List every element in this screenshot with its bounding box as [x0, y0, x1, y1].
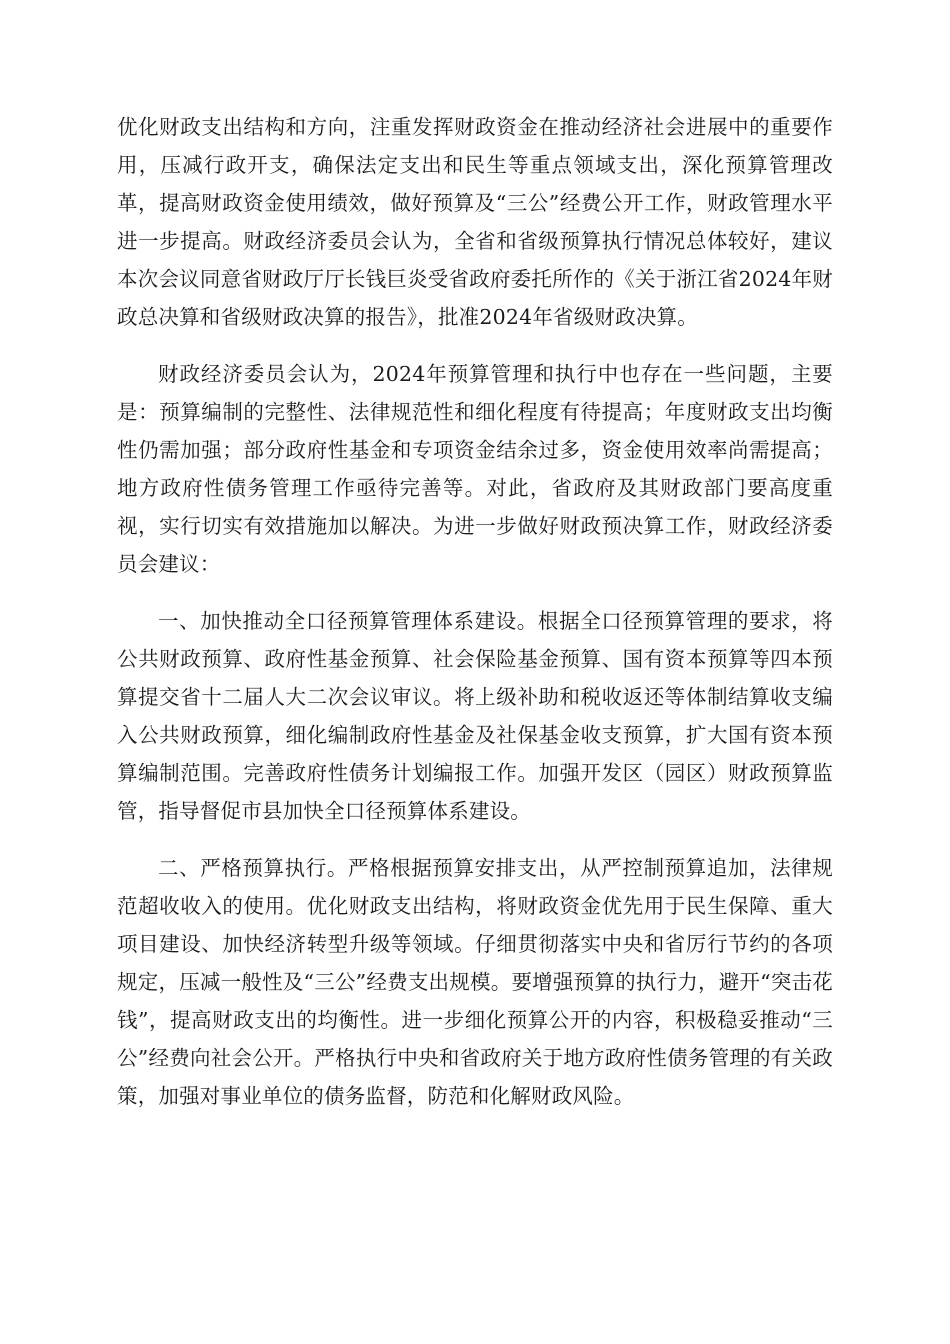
paragraph-recommendation-2: 二、严格预算执行。严格根据预算安排支出，从严控制预算追加，法律规范超收收入的使用。优化财政支出结构，将财政资金优先用于民生保障、重大项目建设、加快经济转型升级等领域。仔细贯彻落实中央和省厉行节约的各项规定，压减一般性及“三公”经费支出规模。要增强预算的执行力，避开“突击花钱”，提高财政支出的均衡性。进一步细化预算公开的内容，积极稳妥推动“三公”经费向社会公开。严格执行中央和省政府关于地方政府性债务管理的有关政策，加强对事业单位的债务监督，防范和化解财政风险。	[117, 856, 833, 1108]
paragraph-problems: 财政经济委员会认为，2024年预算管理和执行中也存在一些问题，主要是：预算编制的完整性、法律规范性和细化程度有待提高；年度财政支出均衡性仍需加强；部分政府性基金和专项资金结余过多，资金使用效率尚需提高；地方政府性债务管理工作亟待完善等。对此，省政府及其财政部门要高度重视，实行切实有效措施加以解决。为进一步做好财政预决算工作，财政经济委员会建议：	[117, 362, 833, 576]
document-body	[117, 108, 833, 1134]
paragraph-continuation: 优化财政支出结构和方向，注重发挥财政资金在推动经济社会进展中的重要作用，压减行政开支，确保法定支出和民生等重点领域支出，深化预算管理改革，提高财政资金使用绩效，做好预算及“三公”经费公开工作，财政管理水平进一步提高。财政经济委员会认为，全省和省级预算执行情况总体较好，建议本次会议同意省财政厅厅长钱巨炎受省政府委托所作的《关于浙江省2024年财政总决算和省级财政决算的报告》，批准2024年省级财政决算。	[117, 115, 833, 329]
paragraph-recommendation-1: 一、加快推动全口径预算管理体系建设。根据全口径预算管理的要求，将公共财政预算、政府性基金预算、社会保险基金预算、国有资本预算等四本预算提交省十二届人大二次会议审议。将上级补助和税收返还等体制结算收支编入公共财政预算，细化编制政府性基金及社保基金收支预算，扩大国有资本预算编制范围。完善政府性债务计划编报工作。加强开发区（园区）财政预算监管，指导督促市县加快全口径预算体系建设。	[117, 609, 833, 823]
